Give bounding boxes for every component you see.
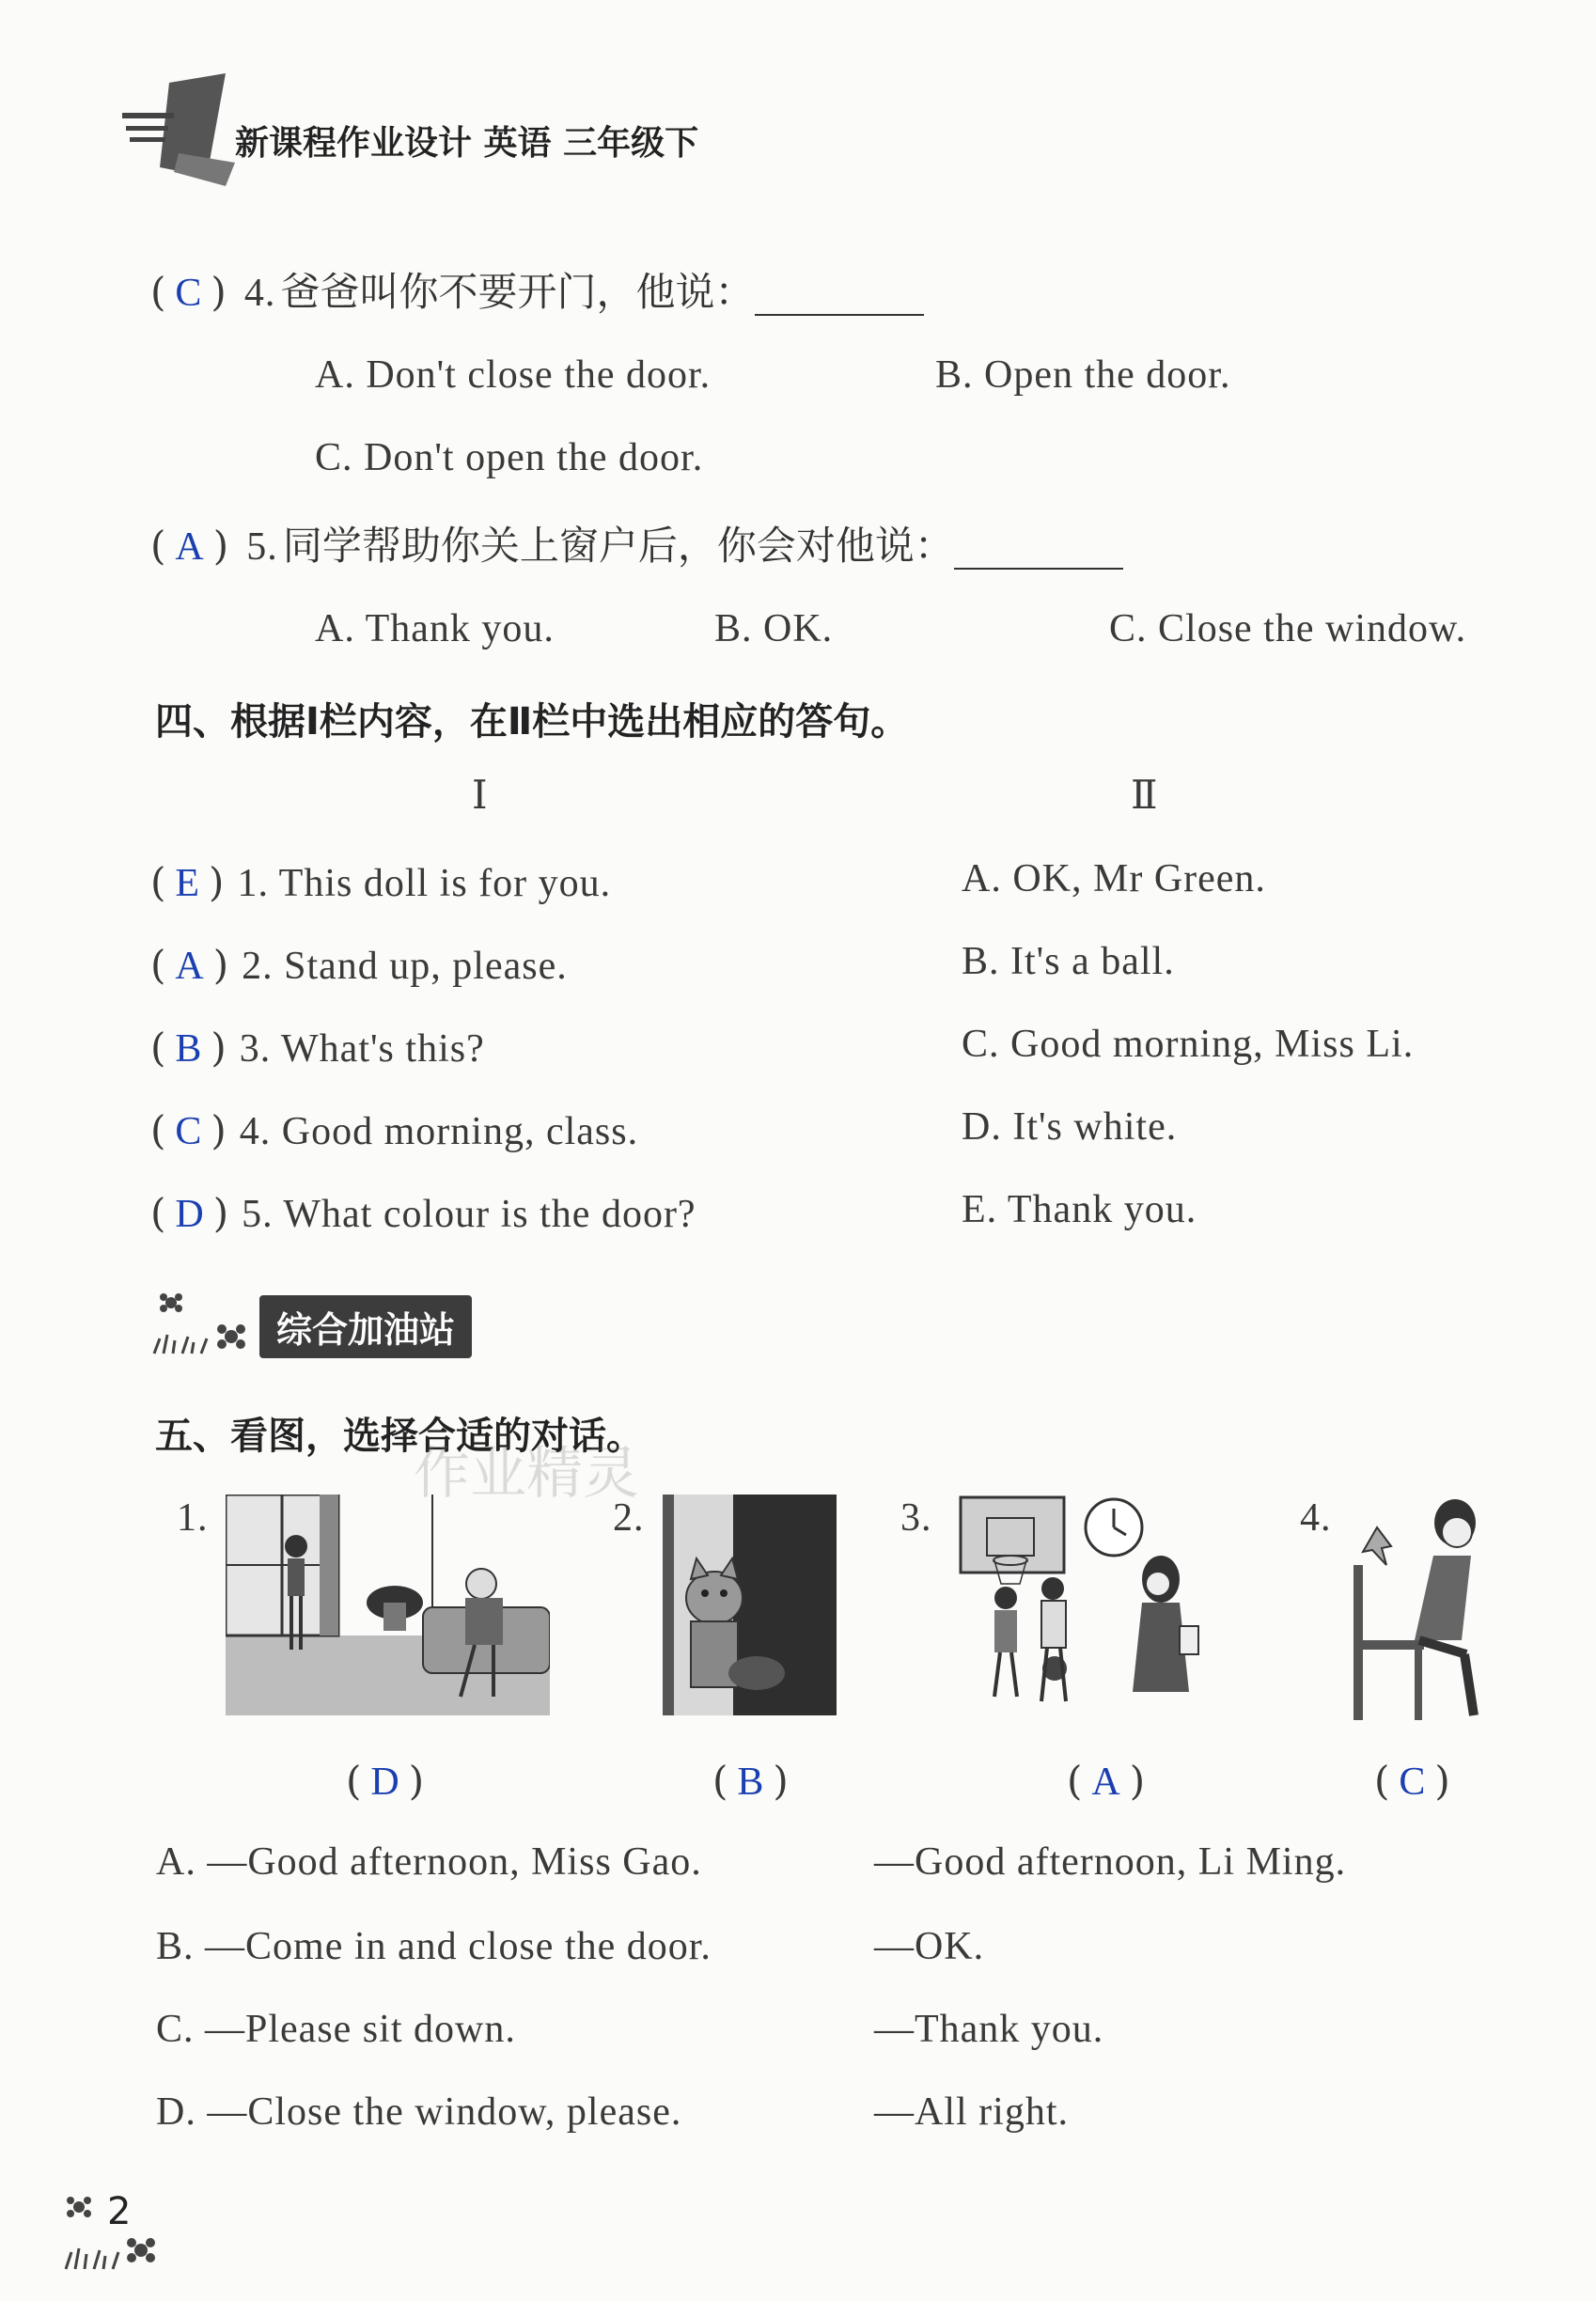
picture-2-answer: B — [737, 1761, 764, 1804]
section4-reply: D. It's white. — [962, 1105, 1178, 1149]
section4-question: 2. Stand up, please. — [242, 945, 568, 988]
section4-reply: C. Good morning, Miss Li. — [962, 1023, 1415, 1066]
picture-4-answer: C — [1399, 1761, 1426, 1804]
q5-option-b: B. OK. — [714, 607, 834, 650]
dialogue-left: C. —Please sit down. — [156, 2008, 516, 2051]
section4-answer: B — [175, 1027, 202, 1071]
q5-option-a: A. Thank you. — [315, 607, 555, 650]
section4-answer: E — [175, 862, 200, 905]
section4-question: 5. What colour is the door? — [242, 1193, 696, 1236]
section4-question: 4. Good morning, class. — [239, 1110, 639, 1153]
flower-decoration-icon — [150, 1288, 254, 1363]
picture-2-number: 2. — [613, 1496, 645, 1540]
page-number: 2 — [107, 2190, 132, 2233]
dialogue-left: A. —Good afternoon, Miss Gao. — [156, 1840, 702, 1884]
q5-answer: A — [175, 525, 204, 569]
section4-title: 四、根据Ⅰ栏内容，在Ⅱ栏中选出相应的答句。 — [155, 700, 909, 744]
dialogue-right: —Thank you. — [874, 2008, 1104, 2051]
dialogue-left: D. —Close the window, please. — [156, 2090, 682, 2134]
section4-row: ( B ) 3. What's this? — [150, 1025, 485, 1071]
header-logo — [122, 73, 235, 186]
q5-row: ( A ) 5. 同学帮助你关上窗户后，你会对他说： — [150, 523, 1123, 570]
section4-question: 1. This doll is for you. — [237, 862, 612, 905]
q4-row: ( C ) 4. 爸爸叫你不要开门，他说： — [150, 269, 924, 316]
q4-option-c: C. Don't open the door. — [315, 436, 704, 479]
picture-1-number: 1. — [177, 1496, 209, 1540]
q5-blank — [954, 534, 1123, 570]
section4-reply: A. OK, Mr Green. — [962, 857, 1266, 900]
picture-4-answer-row: ( C ) — [1374, 1758, 1450, 1804]
picture-4-illustration — [1344, 1490, 1499, 1725]
banner-comprehensive: 综合加油站 — [259, 1295, 472, 1358]
section4-answer: C — [175, 1110, 202, 1153]
dialogue-right: —OK. — [874, 1925, 985, 1968]
watermark: 作业精灵 — [414, 1441, 639, 1507]
q4-option-b: B. Open the door. — [935, 353, 1231, 397]
picture-1-answer-row: ( D ) — [346, 1758, 425, 1804]
picture-4-number: 4. — [1300, 1496, 1332, 1540]
q5-number: 5. — [246, 525, 278, 569]
section4-row: ( D ) 5. What colour is the door? — [150, 1190, 696, 1236]
q4-blank — [755, 280, 924, 316]
section4-answer: A — [175, 945, 204, 988]
section4-answer: D — [175, 1193, 204, 1236]
section4-reply: E. Thank you. — [962, 1188, 1197, 1231]
section4-row: ( A ) 2. Stand up, please. — [150, 942, 568, 988]
section5-title: 五、看图，选择合适的对话。 — [155, 1415, 644, 1458]
dialogue-right: —All right. — [874, 2090, 1069, 2134]
section4-reply: B. It's a ball. — [962, 940, 1175, 983]
picture-1-answer: D — [370, 1761, 399, 1804]
picture-3-number: 3. — [900, 1496, 932, 1540]
q4-option-a: A. Don't close the door. — [315, 353, 712, 397]
q4-answer: C — [175, 272, 202, 315]
header-title: 新课程作业设计 英语 三年级下 — [235, 124, 699, 163]
q4-number: 4. — [243, 272, 276, 315]
section4-question: 3. What's this? — [239, 1027, 485, 1071]
section4-col1-header: Ⅰ — [472, 775, 489, 818]
picture-2-answer-row: ( B ) — [712, 1758, 789, 1804]
picture-1-illustration — [226, 1495, 550, 1715]
q5-stem: 同学帮助你关上窗户后，你会对他说： — [282, 523, 954, 569]
picture-3-illustration — [949, 1490, 1236, 1720]
section4-row: ( E ) 1. This doll is for you. — [150, 859, 612, 905]
dialogue-right: —Good afternoon, Li Ming. — [874, 1840, 1347, 1884]
picture-3-answer-row: ( A ) — [1067, 1758, 1146, 1804]
section4-col2-header: Ⅱ — [1131, 775, 1159, 818]
dialogue-left: B. —Come in and close the door. — [156, 1925, 712, 1968]
picture-2-illustration — [663, 1495, 837, 1715]
picture-3-answer: A — [1091, 1761, 1120, 1804]
q5-option-c: C. Close the window. — [1109, 607, 1467, 650]
section4-row: ( C ) 4. Good morning, class. — [150, 1107, 639, 1153]
q4-stem: 爸爸叫你不要开门，他说： — [280, 269, 755, 315]
